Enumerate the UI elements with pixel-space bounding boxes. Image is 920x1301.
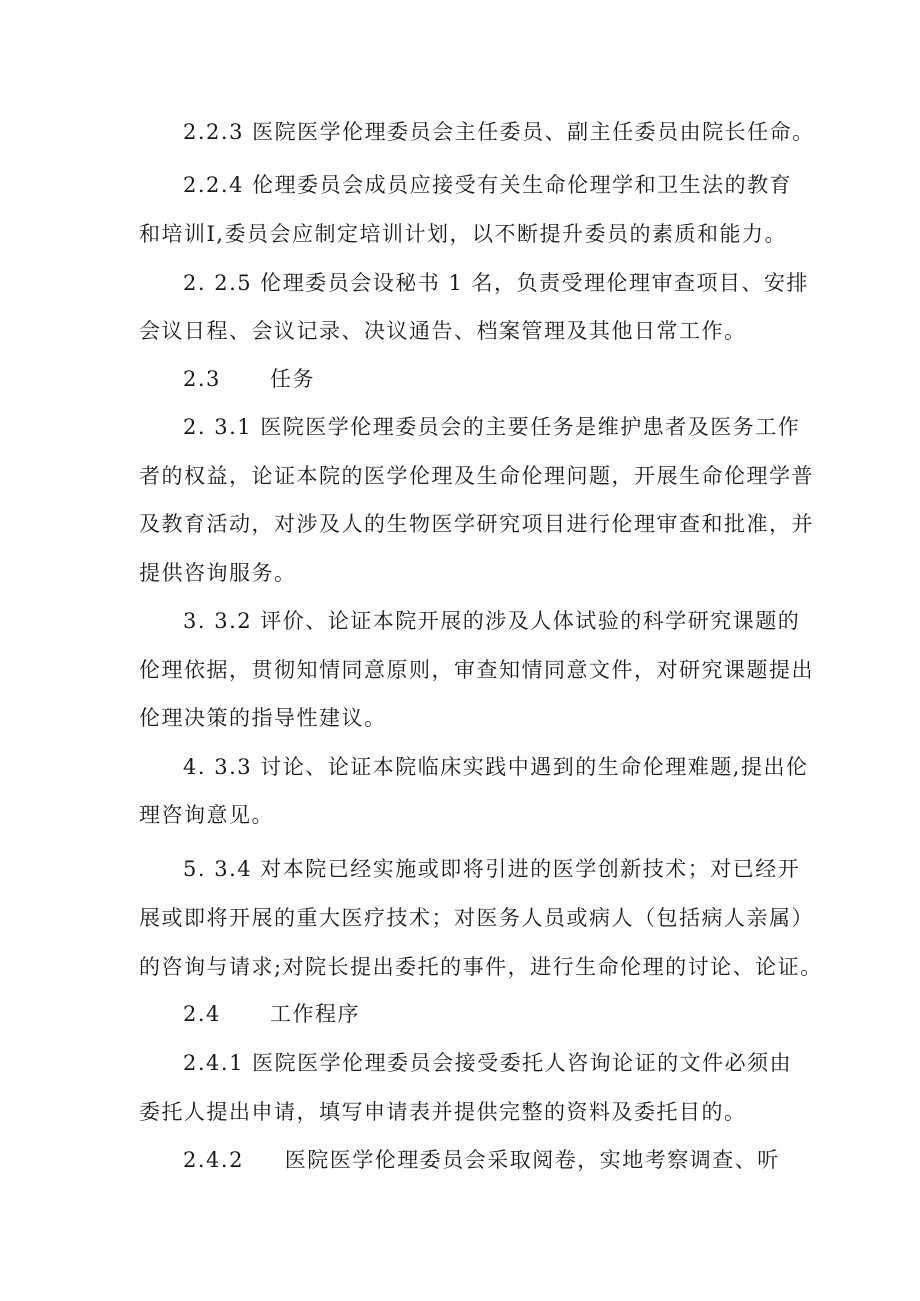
text-line-3-3-2-cont-1: 伦理依据，贯彻知情同意原则，审查知情同意文件，对研究课题提出 xyxy=(139,658,814,682)
text-line-2-3-1-cont-2: 及教育活动，对涉及人的生物医学研究项目进行伦理审查和批准，并 xyxy=(139,512,814,536)
text-line-2-3-1-cont-3: 提供咨询服务。 xyxy=(139,561,297,585)
text-line-2-2-5: 2. 2.5 伦理委员会设秘书 1 名，负责受理伦理审查项目、安排 xyxy=(183,271,809,295)
text-line-3-3-2-cont-2: 伦理决策的指导性建议。 xyxy=(139,706,387,730)
text-line-2-4-1-cont: 委托人提出申请，填写申请表并提供完整的资料及委托目的。 xyxy=(139,1100,747,1124)
text-line-4-3-3: 4. 3.3 讨论、论证本院临床实践中遇到的生命伦理难题,提出伦 xyxy=(183,755,809,779)
text-line-2-4-2: 2.4.2 医院医学伦理委员会采取阅卷，实地考察调查、听 xyxy=(183,1148,780,1172)
section-heading-2-3: 2.3 任务 xyxy=(183,367,315,391)
text-line-2-2-3: 2.2.3 医院医学伦理委员会主任委员、副主任委员由院长任命。 xyxy=(183,120,815,144)
text-line-5-3-4: 5. 3.4 对本院已经实施或即将引进的医学创新技术；对已经开 xyxy=(183,857,801,881)
text-line-2-3-1: 2. 3.1 医院医学伦理委员会的主要任务是维护患者及医务工作 xyxy=(183,415,801,439)
text-line-2-2-5-cont: 会议日程、会议记录、决议通告、档案管理及其他日常工作。 xyxy=(139,319,747,343)
text-line-5-3-4-cont-1: 展或即将开展的重大医疗技术；对医务人员或病人（包括病人亲属） xyxy=(139,906,814,930)
text-line-2-2-4-cont: 和培训I,委员会应制定培训计划，以不断提升委员的素质和能力。 xyxy=(139,222,787,246)
text-line-5-3-4-cont-2: 的咨询与请求;对院长提出委托的事件，进行生命伦理的讨论、论证。 xyxy=(139,955,823,979)
text-line-2-3-1-cont-1: 者的权益，论证本院的医学伦理及生命伦理问题，开展生命伦理学普 xyxy=(139,464,814,488)
text-line-4-3-3-cont: 理咨询意见。 xyxy=(139,803,274,827)
section-heading-2-4: 2.4 工作程序 xyxy=(183,1002,360,1026)
text-line-2-4-1: 2.4.1 医院医学伦理委员会接受委托人咨询论证的文件必须由 xyxy=(183,1051,793,1075)
text-line-2-2-4: 2.2.4 伦理委员会成员应接受有关生命伦理学和卫生法的教育 xyxy=(183,173,793,197)
text-line-3-3-2: 3. 3.2 评价、论证本院开展的涉及人体试验的科学研究课题的 xyxy=(183,609,801,633)
